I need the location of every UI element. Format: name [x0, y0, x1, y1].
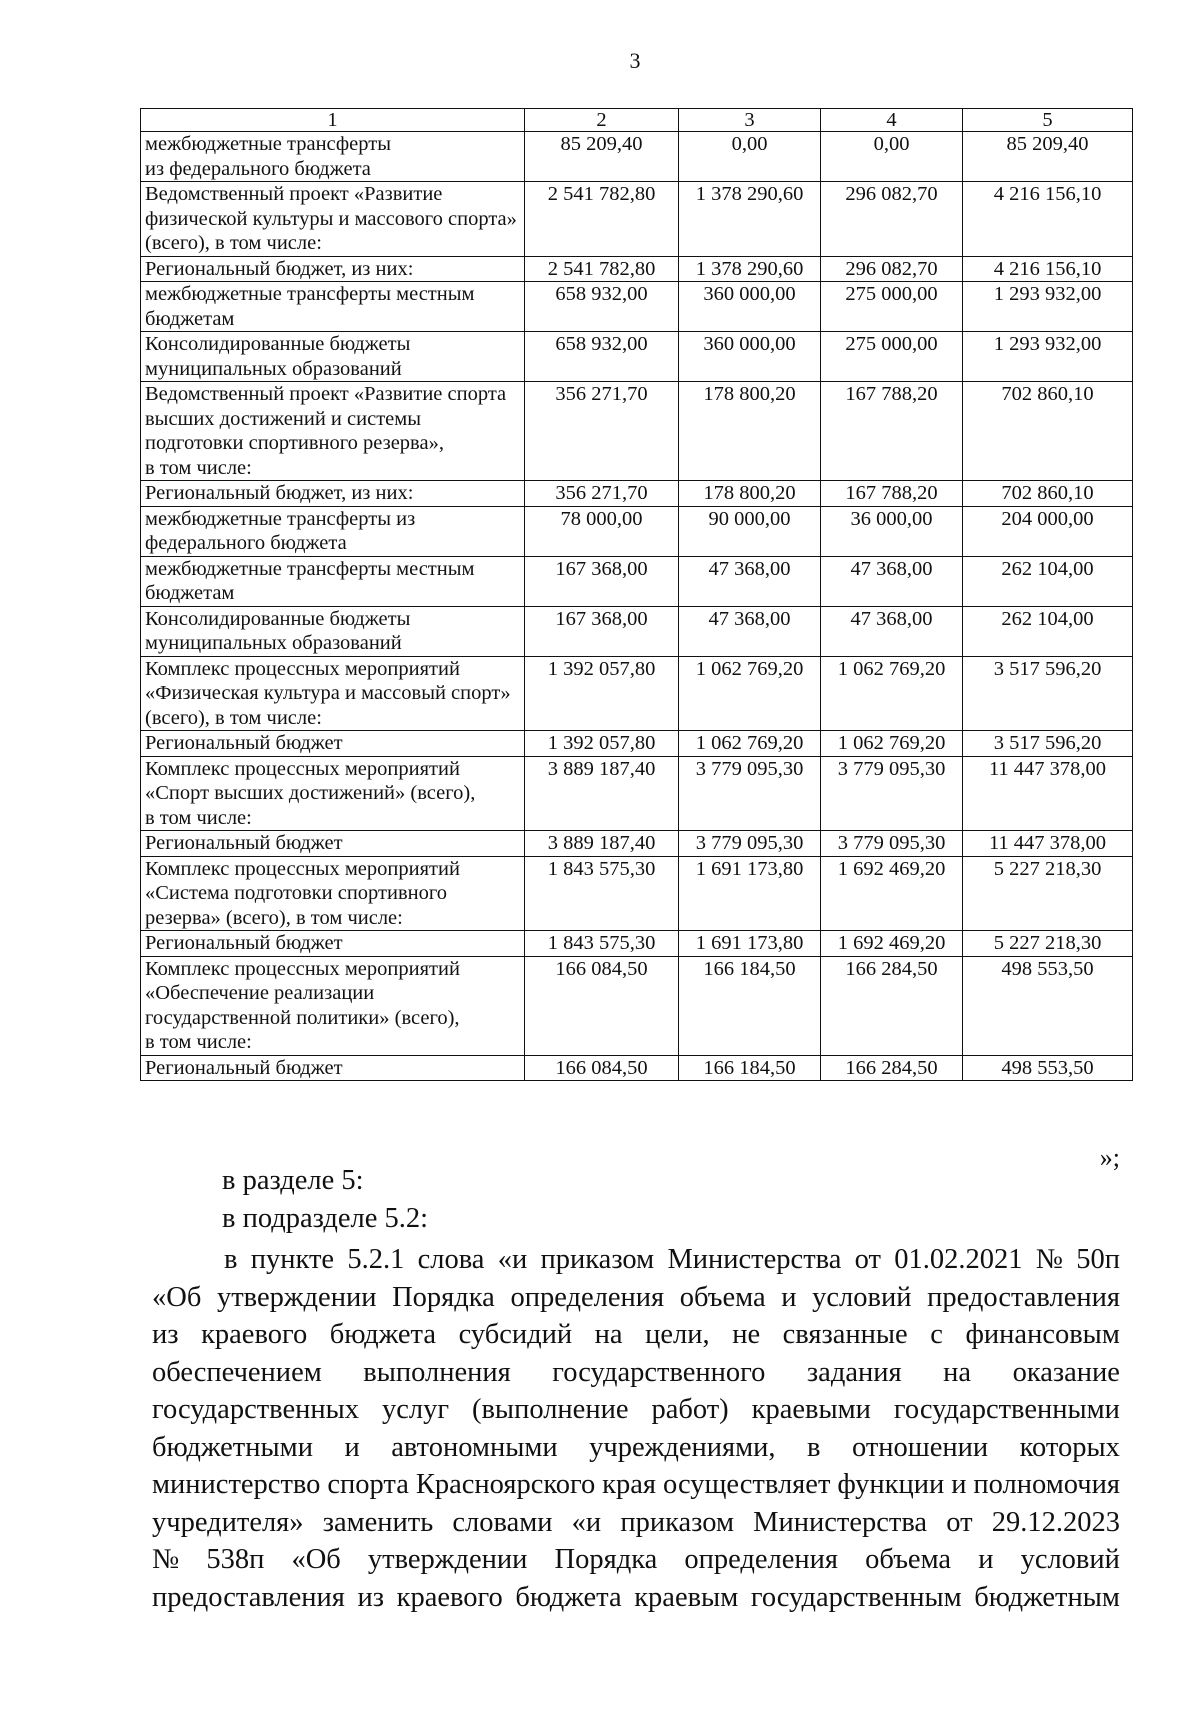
value-cell: 11 447 378,00: [963, 831, 1133, 857]
value-cell: 498 553,50: [963, 956, 1133, 1055]
value-cell: 3 779 095,30: [821, 756, 963, 831]
value-cell: 356 271,70: [525, 481, 679, 507]
value-cell: 296 082,70: [821, 256, 963, 282]
paragraph-line: предоставления из краевого бюджета краевым государственным бюджетным: [152, 1581, 1120, 1613]
value-cell: 3 779 095,30: [679, 756, 821, 831]
row-label: Комплекс процессных мероприятий «Обеспечение реализации государственной политики» (всего), в том числе:: [141, 956, 525, 1055]
value-cell: 3 517 596,20: [963, 656, 1133, 731]
value-cell: 36 000,00: [821, 506, 963, 556]
value-cell: 3 889 187,40: [525, 831, 679, 857]
value-cell: 166 084,50: [525, 1055, 679, 1081]
paragraph-line: учредителя» заменить словами «и приказом Министерства от 29.12.2023: [152, 1506, 1120, 1538]
table-row: [141, 606, 1133, 656]
value-cell: 47 368,00: [679, 606, 821, 656]
value-cell: 47 368,00: [679, 556, 821, 606]
row-label: Консолидированные бюджеты муниципальных образований: [141, 332, 525, 382]
table-row: [141, 506, 1133, 556]
value-cell: 166 084,50: [525, 956, 679, 1055]
paragraph-line: министерство спорта Красноярского края осуществляет функции и полномочия: [152, 1469, 1120, 1500]
row-label: межбюджетные трансферты из федерального бюджета: [141, 132, 525, 182]
value-cell: 178 800,20: [679, 382, 821, 481]
value-cell: 1 062 769,20: [821, 731, 963, 757]
row-label: Ведомственный проект «Развитие физической культуры и массового спорта» (всего), в том числе:: [141, 182, 525, 257]
row-label: межбюджетные трансферты местным бюджетам: [141, 556, 525, 606]
table-row: [141, 856, 1133, 931]
value-cell: 167 368,00: [525, 606, 679, 656]
value-cell: 1 293 932,00: [963, 282, 1133, 332]
paragraph-line: в пункте 5.2.1 слова «и приказом Министерства от 01.02.2021 № 50п: [224, 1244, 1120, 1275]
row-label: Консолидированные бюджеты муниципальных образований: [141, 606, 525, 656]
table-row: [141, 332, 1133, 382]
paragraph-line: из краевого бюджета субсидий на цели, не связанные с финансовым: [152, 1319, 1120, 1350]
table-row: [141, 756, 1133, 831]
value-cell: 498 553,50: [963, 1055, 1133, 1081]
table-row: [141, 556, 1133, 606]
row-label: Региональный бюджет: [141, 831, 525, 857]
value-cell: 2 541 782,80: [525, 256, 679, 282]
value-cell: 658 932,00: [525, 282, 679, 332]
value-cell: 90 000,00: [679, 506, 821, 556]
subsection-line: в подразделе 5.2:: [222, 1203, 429, 1234]
row-label: межбюджетные трансферты местным бюджетам: [141, 282, 525, 332]
header-cell: 2: [525, 109, 679, 132]
value-cell: 4 216 156,10: [963, 182, 1133, 257]
amendment-paragraph: [152, 1241, 1120, 1616]
value-cell: 360 000,00: [679, 332, 821, 382]
row-label: Комплекс процессных мероприятий «Спорт высших достижений» (всего), в том числе:: [141, 756, 525, 831]
table-row: [141, 481, 1133, 507]
value-cell: 167 788,20: [821, 382, 963, 481]
value-cell: 1 062 769,20: [679, 731, 821, 757]
table-row: [141, 931, 1133, 957]
value-cell: 11 447 378,00: [963, 756, 1133, 831]
table-row: [141, 831, 1133, 857]
value-cell: 1 691 173,80: [679, 856, 821, 931]
value-cell: 275 000,00: [821, 282, 963, 332]
page-number: 3: [629, 48, 641, 73]
table-row: [141, 731, 1133, 757]
table-row: [141, 656, 1133, 731]
paragraph-line: бюджетными и автономными учреждениями, в отношении которых: [152, 1431, 1120, 1463]
row-label: Региональный бюджет: [141, 731, 525, 757]
value-cell: 2 541 782,80: [525, 182, 679, 257]
row-label: межбюджетные трансферты из федерального бюджета: [141, 506, 525, 556]
value-cell: 47 368,00: [821, 556, 963, 606]
value-cell: 166 284,50: [821, 956, 963, 1055]
value-cell: 47 368,00: [821, 606, 963, 656]
value-cell: 3 889 187,40: [525, 756, 679, 831]
value-cell: 262 104,00: [963, 606, 1133, 656]
value-cell: 3 517 596,20: [963, 731, 1133, 757]
table-row: [141, 132, 1133, 182]
row-label: Региональный бюджет: [141, 1055, 525, 1081]
value-cell: 1 692 469,20: [821, 931, 963, 957]
value-cell: 1 392 057,80: [525, 656, 679, 731]
value-cell: 1 843 575,30: [525, 856, 679, 931]
row-label: Региональный бюджет: [141, 931, 525, 957]
section-line: в разделе 5:: [222, 1165, 364, 1196]
value-cell: 356 271,70: [525, 382, 679, 481]
paragraph-line: государственных услуг (выполнение работ) краевыми государственными: [152, 1394, 1120, 1425]
value-cell: 702 860,10: [963, 382, 1133, 481]
value-cell: 167 368,00: [525, 556, 679, 606]
value-cell: 1 392 057,80: [525, 731, 679, 757]
value-cell: 658 932,00: [525, 332, 679, 382]
value-cell: 78 000,00: [525, 506, 679, 556]
value-cell: 296 082,70: [821, 182, 963, 257]
value-cell: 166 184,50: [679, 956, 821, 1055]
value-cell: 1 691 173,80: [679, 931, 821, 957]
table-header-row: [141, 109, 1133, 132]
value-cell: 167 788,20: [821, 481, 963, 507]
header-cell: 1: [141, 109, 525, 132]
value-cell: 3 779 095,30: [821, 831, 963, 857]
budget-table: [140, 108, 1133, 1081]
value-cell: 1 062 769,20: [679, 656, 821, 731]
closing-quote: »;: [1099, 1143, 1120, 1172]
value-cell: 702 860,10: [963, 481, 1133, 507]
header-cell: 4: [821, 109, 963, 132]
value-cell: 1 692 469,20: [821, 856, 963, 931]
table-row: [141, 282, 1133, 332]
table-row: [141, 956, 1133, 1055]
value-cell: 5 227 218,30: [963, 931, 1133, 957]
value-cell: 3 779 095,30: [679, 831, 821, 857]
value-cell: 85 209,40: [525, 132, 679, 182]
value-cell: 1 378 290,60: [679, 182, 821, 257]
value-cell: 262 104,00: [963, 556, 1133, 606]
row-label: Ведомственный проект «Развитие спорта высших достижений и системы подготовки спортивного резерва», в том числе:: [141, 382, 525, 481]
value-cell: 1 843 575,30: [525, 931, 679, 957]
paragraph-line: «Об утверждении Порядка определения объема и условий предоставления: [152, 1281, 1120, 1313]
paragraph-line: обеспечением выполнения государственного задания на оказание: [152, 1356, 1120, 1388]
row-label: Комплекс процессных мероприятий «Система подготовки спортивного резерва» (всего), в том числе:: [141, 856, 525, 931]
value-cell: 204 000,00: [963, 506, 1133, 556]
table-row: [141, 256, 1133, 282]
value-cell: 178 800,20: [679, 481, 821, 507]
value-cell: 85 209,40: [963, 132, 1133, 182]
value-cell: 275 000,00: [821, 332, 963, 382]
value-cell: 166 284,50: [821, 1055, 963, 1081]
row-label: Региональный бюджет, из них:: [141, 481, 525, 507]
table-row: [141, 1055, 1133, 1081]
table-row: [141, 382, 1133, 481]
value-cell: 1 378 290,60: [679, 256, 821, 282]
paragraph-line: № 538п «Об утверждении Порядка определения объема и условий: [152, 1544, 1120, 1575]
value-cell: 0,00: [679, 132, 821, 182]
table-row: [141, 182, 1133, 257]
value-cell: 5 227 218,30: [963, 856, 1133, 931]
value-cell: 4 216 156,10: [963, 256, 1133, 282]
row-label: Комплекс процессных мероприятий «Физическая культура и массовый спорт» (всего), в том числе:: [141, 656, 525, 731]
value-cell: 0,00: [821, 132, 963, 182]
header-cell: 5: [963, 109, 1133, 132]
value-cell: 1 062 769,20: [821, 656, 963, 731]
value-cell: 360 000,00: [679, 282, 821, 332]
header-cell: 3: [679, 109, 821, 132]
value-cell: 166 184,50: [679, 1055, 821, 1081]
value-cell: 1 293 932,00: [963, 332, 1133, 382]
row-label: Региональный бюджет, из них:: [141, 256, 525, 282]
